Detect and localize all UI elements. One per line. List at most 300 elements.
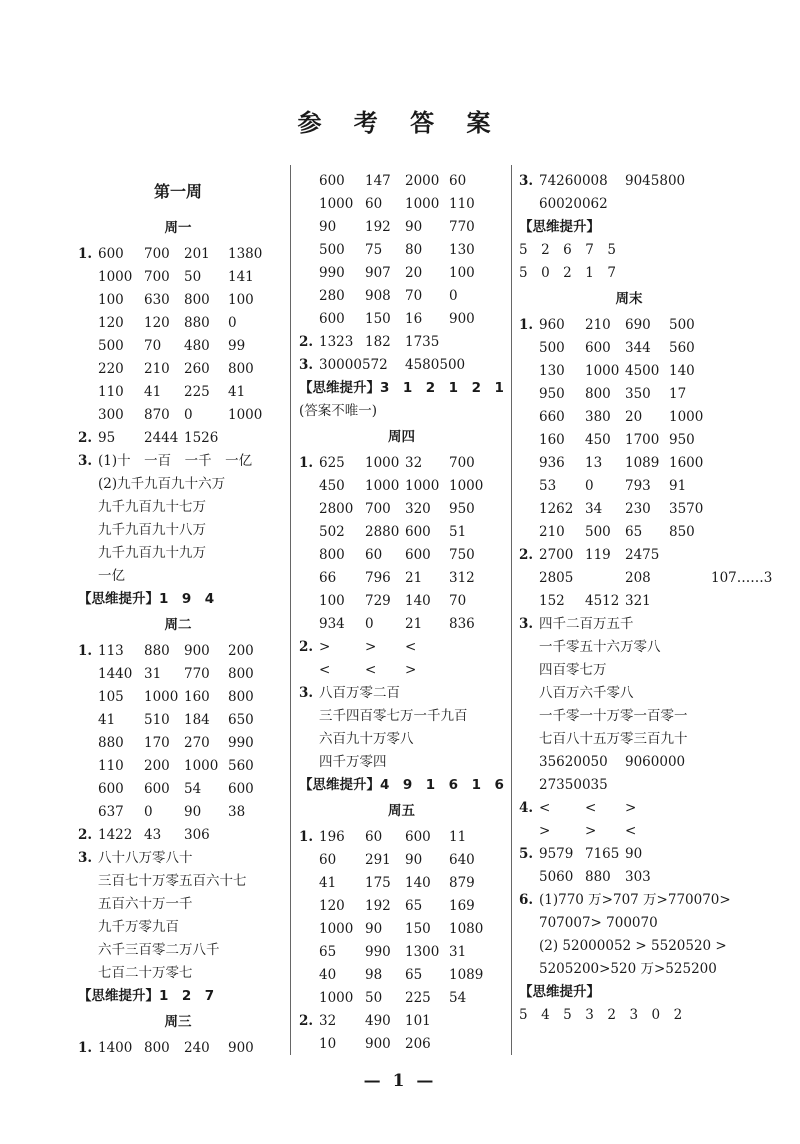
thinking-boost-label: 【思维提升】3 1 2 1 2 1 bbox=[299, 380, 504, 396]
answer-line bbox=[78, 496, 278, 519]
answer-cell: < bbox=[585, 800, 597, 816]
day-heading: 周五 bbox=[388, 803, 415, 819]
answer-cell: 182 bbox=[365, 334, 391, 350]
answer-row bbox=[78, 427, 278, 450]
answer-cell: 1000 bbox=[319, 196, 354, 212]
answer-cell: 54 bbox=[449, 990, 467, 1006]
answer-cell: 1400 bbox=[98, 1040, 133, 1056]
answer-cell: 1700 bbox=[625, 432, 660, 448]
answer-text: (1)770 万>707 万>770070> bbox=[539, 892, 731, 908]
answer-cell: 53 bbox=[539, 478, 557, 494]
answer-cell: 950 bbox=[449, 501, 475, 517]
answer-cell: 65 bbox=[405, 898, 423, 914]
question-number: 1. bbox=[78, 1040, 93, 1056]
answer-cell: 140 bbox=[405, 875, 431, 891]
answer-cell: 800 bbox=[228, 666, 254, 682]
answer-row bbox=[299, 964, 504, 987]
answer-row bbox=[519, 360, 739, 383]
answer-row bbox=[519, 383, 739, 406]
day-heading: 周四 bbox=[388, 429, 415, 445]
answer-cell: 32 bbox=[319, 1013, 337, 1029]
answer-cell: 1000 bbox=[319, 990, 354, 1006]
answer-cell: 206 bbox=[405, 1036, 431, 1052]
answer-cell: 65 bbox=[405, 967, 423, 983]
answer-cell: 70 bbox=[405, 288, 423, 304]
answer-row bbox=[78, 1037, 278, 1060]
answer-cell: 1262 bbox=[539, 501, 574, 517]
answer-row bbox=[78, 755, 278, 778]
answer-cell: 934 bbox=[319, 616, 345, 632]
question-number: 3. bbox=[519, 173, 534, 189]
answer-cell: 291 bbox=[365, 852, 391, 868]
answer-row bbox=[299, 475, 504, 498]
answer-cell: 51 bbox=[449, 524, 467, 540]
answer-cell: 900 bbox=[449, 311, 475, 327]
answer-line bbox=[519, 659, 739, 682]
answer-cell: 500 bbox=[539, 340, 565, 356]
answer-cell: 700 bbox=[144, 269, 170, 285]
answer-cell: 1380 bbox=[228, 246, 263, 262]
answer-cell: 870 bbox=[144, 407, 170, 423]
answer-line bbox=[78, 939, 278, 962]
answer-text: 三百七十万零五百六十七 bbox=[98, 873, 247, 889]
answer-text: 5205200>520 万>525200 bbox=[539, 961, 717, 977]
answer-cell: 450 bbox=[319, 478, 345, 494]
answer-line bbox=[78, 916, 278, 939]
answer-cell: 800 bbox=[585, 386, 611, 402]
answer-line bbox=[519, 705, 739, 728]
answer-line bbox=[78, 542, 278, 565]
answer-row bbox=[299, 521, 504, 544]
answer-cell: 60 bbox=[449, 173, 467, 189]
answer-cell: 110 bbox=[449, 196, 475, 212]
question-number: 5. bbox=[519, 846, 534, 862]
answer-cell: 321 bbox=[625, 593, 651, 609]
answer-text: 四千二百万五千 bbox=[539, 616, 634, 632]
answer-cell: 0 bbox=[585, 478, 594, 494]
answer-cell: 10 bbox=[319, 1036, 337, 1052]
answer-cell: 100 bbox=[98, 292, 124, 308]
answer-row bbox=[519, 429, 739, 452]
answer-cell: 160 bbox=[539, 432, 565, 448]
answer-cell: 107……3 bbox=[711, 570, 773, 586]
answer-cell: 3570 bbox=[669, 501, 704, 517]
answer-cell: 1089 bbox=[449, 967, 484, 983]
answer-cell: 5060 bbox=[539, 869, 574, 885]
question-number: 2. bbox=[299, 1013, 314, 1029]
answer-column-1 bbox=[78, 170, 278, 1060]
answer-cell: 2805 bbox=[539, 570, 574, 586]
answer-cell: 100 bbox=[449, 265, 475, 281]
answer-cell: 2800 bbox=[319, 501, 354, 517]
answer-cell: 640 bbox=[449, 852, 475, 868]
answer-text: (答案不唯一) bbox=[299, 403, 378, 419]
answer-row bbox=[78, 709, 278, 732]
answer-text: 六千三百零二万八千 bbox=[98, 942, 220, 958]
question-number: 1. bbox=[519, 317, 534, 333]
answer-line bbox=[519, 728, 739, 751]
answer-cell: 770 bbox=[449, 219, 475, 235]
answer-line bbox=[519, 935, 739, 958]
answer-line bbox=[519, 912, 739, 935]
answer-text: 七百二十万零七 bbox=[98, 965, 193, 981]
answer-cell: 150 bbox=[365, 311, 391, 327]
answer-row bbox=[78, 335, 278, 358]
answer-cell: 836 bbox=[449, 616, 475, 632]
answer-cell: 600 bbox=[585, 340, 611, 356]
answer-cell: 660 bbox=[539, 409, 565, 425]
answer-line bbox=[519, 262, 739, 285]
answer-cell: 0 bbox=[449, 288, 458, 304]
answer-cell: 600 bbox=[405, 829, 431, 845]
answer-cell: 600 bbox=[405, 524, 431, 540]
answer-line bbox=[519, 193, 739, 216]
answer-cell: 20 bbox=[625, 409, 643, 425]
answer-cell: 100 bbox=[319, 593, 345, 609]
answer-cell: 31 bbox=[449, 944, 467, 960]
answer-text: 一亿 bbox=[98, 568, 125, 584]
day-heading: 周末 bbox=[615, 291, 643, 307]
thinking-boost-label: 【思维提升】1 2 7 bbox=[78, 988, 215, 1004]
answer-text: 六百九十万零八 bbox=[319, 731, 414, 747]
answer-cell: 502 bbox=[319, 524, 345, 540]
answer-cell: 2444 bbox=[144, 430, 179, 446]
answer-cell: 7165 bbox=[585, 846, 620, 862]
answer-cell: 16 bbox=[405, 311, 423, 327]
answer-cell: 95 bbox=[98, 430, 116, 446]
answer-row bbox=[299, 354, 504, 377]
answer-cell: 510 bbox=[144, 712, 170, 728]
answer-text: 四千万零四 bbox=[319, 754, 387, 770]
answer-text: 707007> 700070 bbox=[539, 915, 658, 931]
answer-text: (2)九千九百九十六万 bbox=[98, 476, 226, 492]
answer-cell: 35620050 bbox=[539, 754, 608, 770]
answer-cell: 60 bbox=[319, 852, 337, 868]
answer-cell: 200 bbox=[144, 758, 170, 774]
answer-text: 九千九百九十七万 bbox=[98, 499, 206, 515]
answer-cell: 1080 bbox=[449, 921, 484, 937]
answer-row bbox=[299, 941, 504, 964]
answer-cell: 344 bbox=[625, 340, 651, 356]
answer-line bbox=[519, 1004, 739, 1027]
answer-line bbox=[519, 239, 739, 262]
answer-cell: 20 bbox=[405, 265, 423, 281]
answer-line bbox=[519, 958, 739, 981]
answer-row bbox=[519, 544, 739, 567]
answer-cell: < bbox=[625, 823, 637, 839]
answer-cell: 907 bbox=[365, 265, 391, 281]
page-number: — 1 — bbox=[363, 1071, 437, 1091]
question-number: 3. bbox=[299, 357, 314, 373]
answer-row bbox=[299, 567, 504, 590]
answer-column-3 bbox=[519, 170, 773, 1027]
answer-cell: 729 bbox=[365, 593, 391, 609]
answer-row bbox=[299, 918, 504, 941]
answer-cell: 560 bbox=[228, 758, 254, 774]
answer-row bbox=[78, 640, 278, 663]
answer-cell: 700 bbox=[365, 501, 391, 517]
answer-cell: 690 bbox=[625, 317, 651, 333]
answer-cell: 306 bbox=[184, 827, 210, 843]
thinking-boost-label: 【思维提升】 bbox=[519, 984, 600, 1000]
answer-cell: 130 bbox=[449, 242, 475, 258]
answer-cell: 1735 bbox=[405, 334, 440, 350]
answer-cell: 41 bbox=[228, 384, 246, 400]
answer-text: 八百万六千零八 bbox=[539, 685, 634, 701]
answer-cell: 119 bbox=[585, 547, 611, 563]
answer-cell: 110 bbox=[98, 758, 124, 774]
answer-cell: 30000572 bbox=[319, 357, 388, 373]
answer-line bbox=[299, 705, 504, 728]
answer-cell: > bbox=[405, 662, 417, 678]
answer-cell: 908 bbox=[365, 288, 391, 304]
question-number: 1. bbox=[299, 455, 314, 471]
answer-line bbox=[78, 588, 278, 611]
answer-cell: 41 bbox=[144, 384, 162, 400]
answer-line bbox=[78, 893, 278, 916]
answer-cell: 1000 bbox=[228, 407, 263, 423]
answer-row bbox=[78, 381, 278, 404]
answer-cell: 500 bbox=[98, 338, 124, 354]
answer-cell: > bbox=[319, 639, 331, 655]
answer-cell: 208 bbox=[625, 570, 651, 586]
answer-cell: 380 bbox=[585, 409, 611, 425]
answer-row bbox=[299, 452, 504, 475]
answer-cell: 31 bbox=[144, 666, 162, 682]
answer-cell: 74260008 bbox=[539, 173, 608, 189]
answer-cell: 70 bbox=[449, 593, 467, 609]
answer-cell: 900 bbox=[184, 643, 210, 659]
question-number: 1. bbox=[299, 829, 314, 845]
answer-row bbox=[78, 732, 278, 755]
answer-cell: 196 bbox=[319, 829, 345, 845]
answer-line bbox=[78, 473, 278, 496]
answer-text: 三千四百零七万一千九百 bbox=[319, 708, 468, 724]
answer-cell: < bbox=[319, 662, 331, 678]
answer-cell: 936 bbox=[539, 455, 565, 471]
answer-text: 5 2 6 7 5 bbox=[519, 242, 616, 258]
answer-row bbox=[519, 452, 739, 475]
answer-cell: 1440 bbox=[98, 666, 133, 682]
answer-cell: 1000 bbox=[365, 455, 400, 471]
question-number: 2. bbox=[78, 430, 93, 446]
answer-line bbox=[519, 636, 739, 659]
answer-cell: 90 bbox=[405, 219, 423, 235]
answer-row bbox=[299, 1010, 504, 1033]
answer-row bbox=[519, 170, 739, 193]
answer-cell: 1089 bbox=[625, 455, 660, 471]
answer-cell: 796 bbox=[365, 570, 391, 586]
answer-cell: 270 bbox=[184, 735, 210, 751]
answer-line bbox=[299, 774, 504, 797]
answer-cell: 90 bbox=[184, 804, 202, 820]
answer-cell: 800 bbox=[228, 361, 254, 377]
answer-cell: 34 bbox=[585, 501, 603, 517]
answer-cell: < bbox=[405, 639, 417, 655]
answer-cell: 700 bbox=[144, 246, 170, 262]
answer-cell: 2700 bbox=[539, 547, 574, 563]
answer-cell: 90 bbox=[625, 846, 643, 862]
answer-cell: 950 bbox=[669, 432, 695, 448]
answer-cell: 312 bbox=[449, 570, 475, 586]
answer-cell: 650 bbox=[228, 712, 254, 728]
answer-cell: 98 bbox=[365, 967, 383, 983]
answer-row bbox=[299, 1033, 504, 1056]
answer-row bbox=[299, 895, 504, 918]
answer-cell: 880 bbox=[585, 869, 611, 885]
question-number: 1. bbox=[78, 246, 93, 262]
answer-cell: 4580500 bbox=[405, 357, 466, 373]
answer-text: 九千九百九十八万 bbox=[98, 522, 206, 538]
answer-cell: 0 bbox=[184, 407, 193, 423]
answer-line bbox=[78, 870, 278, 893]
answer-cell: 280 bbox=[319, 288, 345, 304]
answer-row bbox=[299, 170, 504, 193]
answer-cell: 800 bbox=[184, 292, 210, 308]
answer-cell: 625 bbox=[319, 455, 345, 471]
answer-row bbox=[78, 824, 278, 847]
column-divider bbox=[511, 165, 512, 1055]
answer-cell: 1000 bbox=[585, 363, 620, 379]
answer-cell: 9045800 bbox=[625, 173, 686, 189]
answer-row bbox=[299, 216, 504, 239]
question-number: 2. bbox=[78, 827, 93, 843]
answer-row bbox=[299, 872, 504, 895]
answer-cell: 600 bbox=[228, 781, 254, 797]
answer-text: (2) 52000052 > 5520520 > bbox=[539, 938, 727, 954]
answer-row bbox=[519, 475, 739, 498]
answer-cell: 11 bbox=[449, 829, 467, 845]
answer-row bbox=[299, 613, 504, 636]
answer-text: 九千九百九十九万 bbox=[98, 545, 206, 561]
answer-cell: 147 bbox=[365, 173, 391, 189]
answer-line bbox=[519, 216, 739, 239]
answer-cell: > bbox=[365, 639, 377, 655]
answer-cell: 1000 bbox=[405, 196, 440, 212]
answer-row bbox=[299, 285, 504, 308]
answer-cell: 100 bbox=[228, 292, 254, 308]
answer-row bbox=[519, 314, 739, 337]
answer-cell: 99 bbox=[228, 338, 246, 354]
answer-line bbox=[519, 682, 739, 705]
answer-row bbox=[299, 308, 504, 331]
day-heading: 周三 bbox=[164, 1014, 192, 1030]
answer-cell: 21 bbox=[405, 616, 423, 632]
answer-cell: 169 bbox=[449, 898, 475, 914]
answer-cell: 91 bbox=[669, 478, 687, 494]
day-heading: 周二 bbox=[164, 617, 192, 633]
answer-cell: 2000 bbox=[405, 173, 440, 189]
question-number: 3. bbox=[519, 616, 534, 632]
answer-cell: 600 bbox=[98, 781, 124, 797]
answer-cell: 175 bbox=[365, 875, 391, 891]
answer-cell: 192 bbox=[365, 219, 391, 235]
answer-line bbox=[299, 377, 504, 400]
answer-cell: 120 bbox=[144, 315, 170, 331]
answer-cell: 879 bbox=[449, 875, 475, 891]
answer-row bbox=[299, 636, 504, 659]
thinking-boost-label: 【思维提升】4 9 1 6 1 6 bbox=[299, 777, 504, 793]
answer-cell: 192 bbox=[365, 898, 391, 914]
answer-cell: 1300 bbox=[405, 944, 440, 960]
answer-text: 八百万零二百 bbox=[319, 685, 400, 701]
answer-line bbox=[519, 774, 739, 797]
answer-cell: 500 bbox=[669, 317, 695, 333]
answer-cell: 9579 bbox=[539, 846, 574, 862]
answer-cell: 38 bbox=[228, 804, 246, 820]
answer-cell: 210 bbox=[585, 317, 611, 333]
answer-line bbox=[299, 682, 504, 705]
answer-cell: 120 bbox=[319, 898, 345, 914]
answer-cell: 850 bbox=[669, 524, 695, 540]
day-heading: 周一 bbox=[164, 220, 192, 236]
answer-cell: 210 bbox=[144, 361, 170, 377]
answer-row bbox=[78, 243, 278, 266]
answer-cell: 1526 bbox=[184, 430, 219, 446]
answer-row bbox=[519, 337, 739, 360]
answer-cell: 900 bbox=[365, 1036, 391, 1052]
thinking-boost-label: 【思维提升】 bbox=[519, 219, 600, 235]
answer-text: 八十八万零八十 bbox=[98, 850, 193, 866]
answer-cell: 225 bbox=[184, 384, 210, 400]
answer-cell: 60 bbox=[365, 196, 383, 212]
answer-cell: < bbox=[365, 662, 377, 678]
answer-text: (1)十 一百 一千 一亿 bbox=[98, 453, 253, 469]
answer-line bbox=[299, 728, 504, 751]
answer-cell: 1000 bbox=[449, 478, 484, 494]
answer-cell: 960 bbox=[539, 317, 565, 333]
answer-cell: 600 bbox=[144, 781, 170, 797]
answer-row bbox=[299, 262, 504, 285]
answer-row bbox=[78, 289, 278, 312]
answer-cell: 75 bbox=[365, 242, 383, 258]
answer-cell: 240 bbox=[184, 1040, 210, 1056]
answer-cell: 303 bbox=[625, 869, 651, 885]
answer-cell: 900 bbox=[228, 1040, 254, 1056]
answer-line bbox=[78, 519, 278, 542]
answer-cell: 0 bbox=[365, 616, 374, 632]
answer-cell: 160 bbox=[184, 689, 210, 705]
answer-cell: 110 bbox=[98, 384, 124, 400]
answer-cell: 150 bbox=[405, 921, 431, 937]
answer-row bbox=[299, 498, 504, 521]
answer-text: 七百八十五万零三百九十 bbox=[539, 731, 688, 747]
answer-row bbox=[299, 544, 504, 567]
answer-row bbox=[78, 358, 278, 381]
answer-cell: 880 bbox=[184, 315, 210, 331]
answer-cell: 600 bbox=[405, 547, 431, 563]
answer-cell: 450 bbox=[585, 432, 611, 448]
answer-line bbox=[299, 751, 504, 774]
answer-cell: 120 bbox=[98, 315, 124, 331]
answer-cell: 41 bbox=[319, 875, 337, 891]
answer-row bbox=[78, 801, 278, 824]
answer-cell: 800 bbox=[144, 1040, 170, 1056]
answer-line bbox=[519, 613, 739, 636]
answer-cell: 1600 bbox=[669, 455, 704, 471]
answer-cell: 101 bbox=[405, 1013, 431, 1029]
answer-text: 五百六十万一千 bbox=[98, 896, 193, 912]
answer-cell: 230 bbox=[625, 501, 651, 517]
thinking-boost-label: 【思维提升】1 9 4 bbox=[78, 591, 215, 607]
answer-row bbox=[299, 659, 504, 682]
answer-cell: 0 bbox=[144, 804, 153, 820]
answer-cell: 770 bbox=[184, 666, 210, 682]
answer-cell: 4512 bbox=[585, 593, 620, 609]
answer-cell: 880 bbox=[144, 643, 170, 659]
answer-cell: > bbox=[539, 823, 551, 839]
answer-cell: 60 bbox=[365, 547, 383, 563]
